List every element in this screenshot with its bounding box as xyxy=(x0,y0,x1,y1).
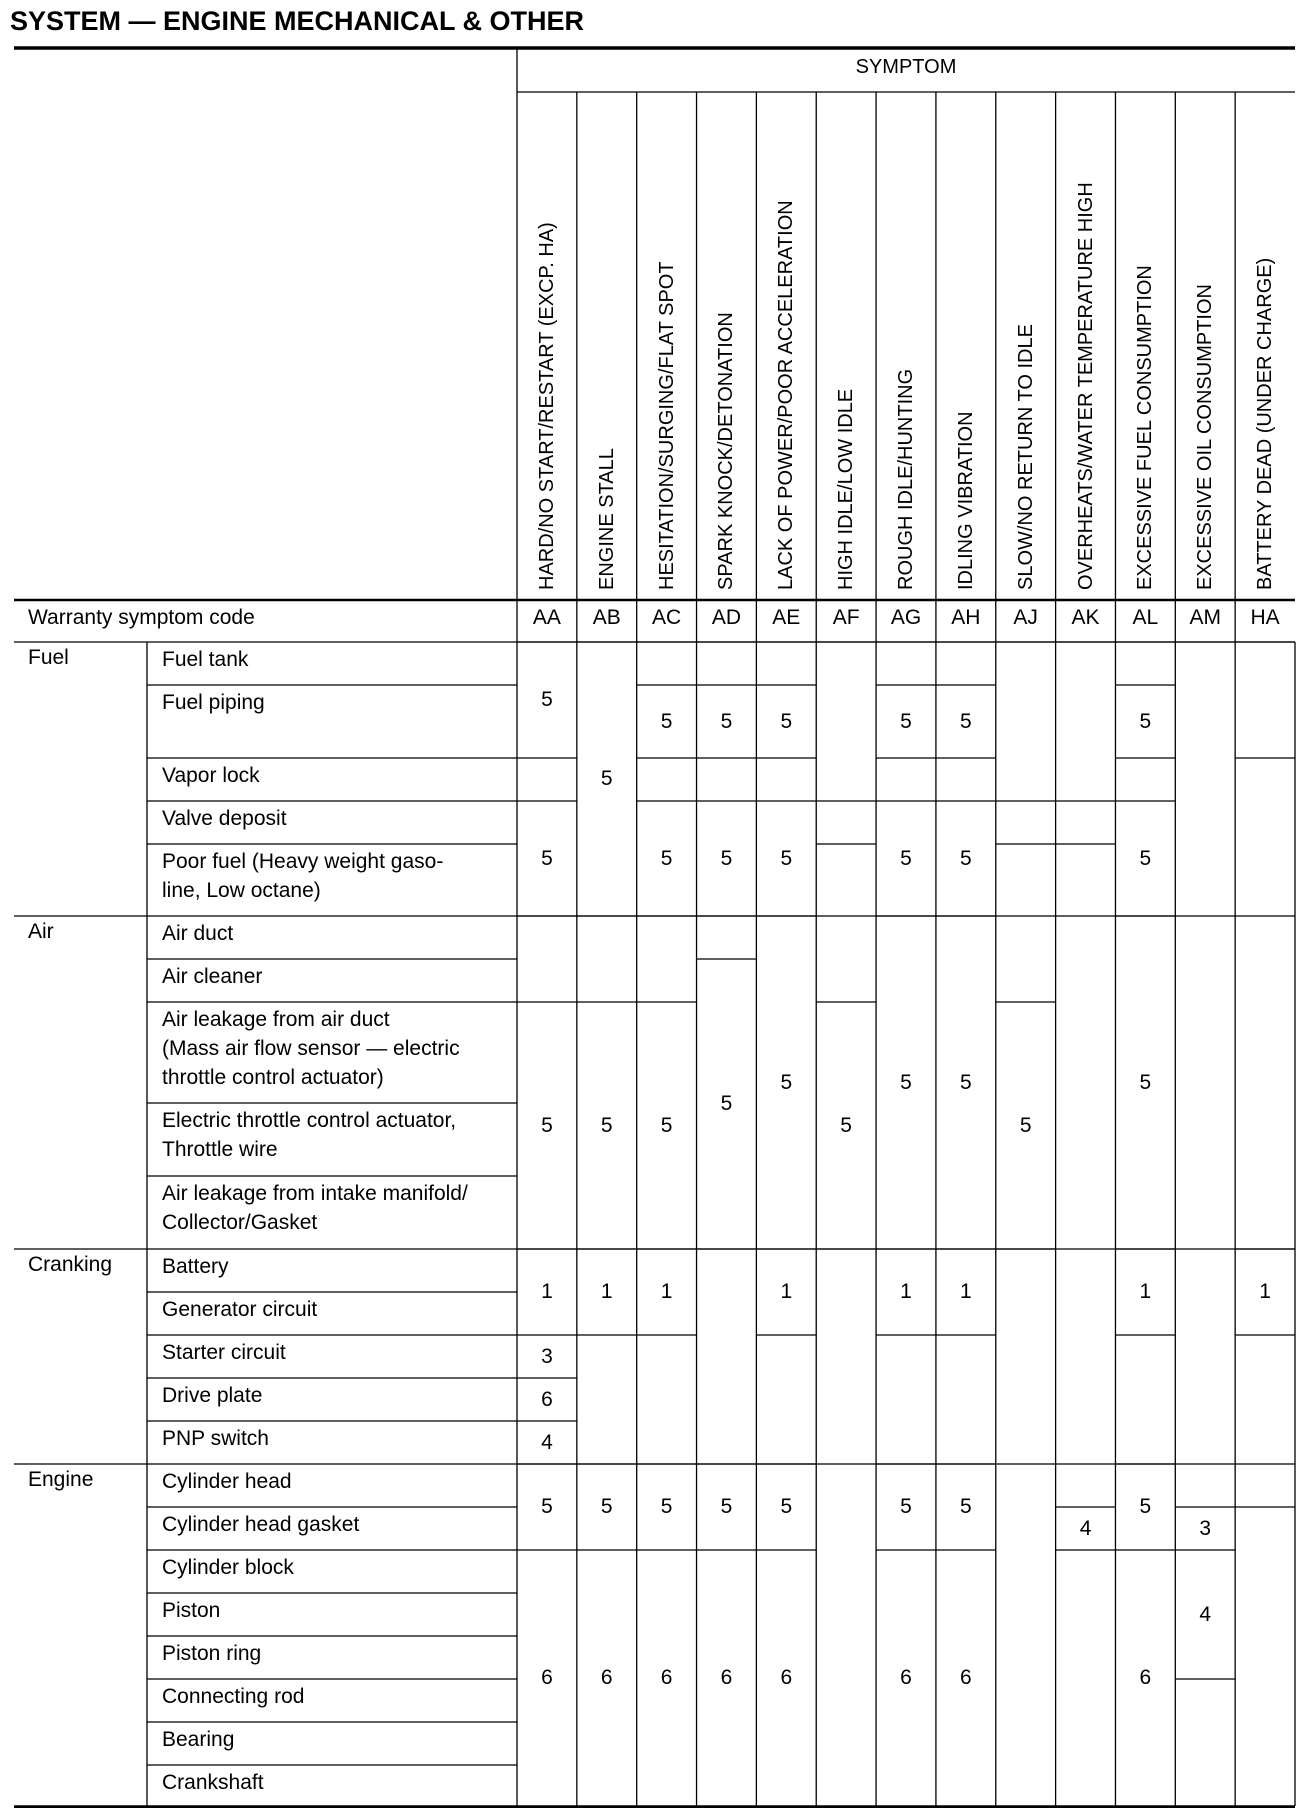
warranty-symptom-code-label: Warranty symptom code xyxy=(28,606,255,629)
cell-value: 5 xyxy=(541,1113,553,1137)
cell-value: 5 xyxy=(960,1070,972,1094)
symptom-code-ha: HA xyxy=(1250,606,1280,629)
symptom-header-aj: SLOW/NO RETURN TO IDLE xyxy=(1014,324,1037,590)
category-engine: Engine xyxy=(28,1468,94,1491)
cell-value: 5 xyxy=(660,1495,673,1518)
symptom-header-ae: LACK OF POWER/POOR ACCELERATION xyxy=(775,200,798,590)
cell-value: 4 xyxy=(541,1430,553,1454)
cell-value: 5 xyxy=(1139,1070,1152,1094)
cell-value: 1 xyxy=(780,1280,793,1303)
symptom-header-ha: BATTERY DEAD (UNDER CHARGE) xyxy=(1254,257,1277,590)
cell-value: 5 xyxy=(900,1070,912,1094)
cell-value: 5 xyxy=(780,709,793,733)
cell-value: 5 xyxy=(780,1070,793,1094)
cell-value: 5 xyxy=(780,846,793,870)
cell-value: 6 xyxy=(900,1666,912,1689)
cell-value: 5 xyxy=(1019,1113,1032,1137)
cell-value: 6 xyxy=(1139,1666,1152,1689)
cell-value: 5 xyxy=(960,846,972,870)
cell-value: 1 xyxy=(1259,1280,1271,1303)
cell-value: 6 xyxy=(960,1666,972,1689)
cell-value: 5 xyxy=(541,688,553,711)
cell-value: 5 xyxy=(1139,709,1152,733)
symptom-code-ak: AK xyxy=(1071,606,1100,629)
item-row: Air leakage from air duct (Mass air flow sensor — electric throttle control actuator) xyxy=(162,1008,460,1089)
cell-value: 4 xyxy=(1079,1516,1092,1540)
item-row: Air cleaner xyxy=(162,965,263,988)
symptom-code-ac: AC xyxy=(652,606,682,629)
item-row: Drive plate xyxy=(162,1384,263,1407)
symptom-code-ag: AG xyxy=(890,606,922,629)
cell-value: 6 xyxy=(600,1666,613,1689)
symptom-header-ag: ROUGH IDLE/HUNTING xyxy=(895,368,917,590)
cell-value: 6 xyxy=(780,1666,793,1689)
item-row: Cylinder block xyxy=(162,1556,294,1579)
cell-value: 5 xyxy=(660,709,673,733)
item-row: PNP switch xyxy=(162,1427,269,1450)
cell-value: 5 xyxy=(1139,846,1152,870)
symptom-label: SYMPTOM xyxy=(855,56,957,78)
item-row: Battery xyxy=(162,1255,229,1278)
cell-value: 5 xyxy=(900,709,912,733)
symptom-header-al: EXCESSIVE FUEL CONSUMPTION xyxy=(1134,265,1157,590)
item-row: Valve deposit xyxy=(162,807,287,830)
category-air: Air xyxy=(28,920,54,943)
symptom-header-af: HIGH IDLE/LOW IDLE xyxy=(835,388,858,590)
cell-value: 6 xyxy=(720,1666,733,1689)
item-row: Crankshaft xyxy=(162,1771,264,1794)
item-row: Fuel tank xyxy=(162,648,249,671)
cell-value: 5 xyxy=(660,846,673,870)
cell-value: 5 xyxy=(541,1495,553,1518)
item-row: Electric throttle control actuator, Throttle wire xyxy=(162,1109,457,1161)
item-row: Generator circuit xyxy=(162,1298,318,1321)
cell-value: 1 xyxy=(600,1280,613,1303)
category-cranking: Cranking xyxy=(28,1253,113,1276)
cell-value: 1 xyxy=(960,1280,972,1303)
cell-value: 5 xyxy=(720,846,733,870)
cell-value: 1 xyxy=(1139,1280,1152,1303)
symptom-code-ah: AH xyxy=(951,606,981,629)
symptom-header-ak: OVERHEATS/WATER TEMPERATURE HIGH xyxy=(1074,182,1097,590)
item-row: Starter circuit xyxy=(162,1341,286,1364)
item-row: Vapor lock xyxy=(162,764,260,787)
symptom-header-aa: HARD/NO START/RESTART (EXCP. HA) xyxy=(535,222,558,590)
cell-value: 1 xyxy=(660,1280,673,1303)
cell-value: 1 xyxy=(541,1280,553,1303)
item-row: Fuel piping xyxy=(162,691,265,714)
item-row: Poor fuel (Heavy weight gaso- line, Low octane) xyxy=(162,850,444,902)
cell-value: 6 xyxy=(541,1666,553,1689)
symptom-header-am: EXCESSIVE OIL CONSUMPTION xyxy=(1194,284,1217,590)
cell-value: 3 xyxy=(1199,1516,1212,1540)
cell-value: 6 xyxy=(541,1387,553,1411)
item-row: Connecting rod xyxy=(162,1685,305,1708)
symptom-code-ab: AB xyxy=(592,606,621,629)
item-row: Cylinder head xyxy=(162,1470,292,1493)
symptom-code-ae: AE xyxy=(772,606,801,629)
symptom-code-ad: AD xyxy=(711,606,742,629)
item-row: Cylinder head gasket xyxy=(162,1513,360,1536)
cell-value: 5 xyxy=(600,1113,613,1137)
cell-value: 4 xyxy=(1199,1602,1212,1626)
cell-value: 5 xyxy=(600,767,613,790)
cell-value: 5 xyxy=(780,1495,793,1518)
cell-value: 3 xyxy=(541,1344,553,1368)
item-row: Bearing xyxy=(162,1728,235,1751)
cell-value: 5 xyxy=(960,709,972,733)
cell-value: 6 xyxy=(660,1666,673,1689)
cell-value: 5 xyxy=(1139,1495,1152,1518)
item-row: Piston ring xyxy=(162,1642,262,1665)
cell-value: 5 xyxy=(720,1495,733,1518)
cell-value: 5 xyxy=(660,1113,673,1137)
item-row: Air leakage from intake manifold/ Collector/Gasket xyxy=(162,1182,468,1234)
cell-value: 5 xyxy=(960,1495,972,1518)
symptom-header-ac: HESITATION/SURGING/FLAT SPOT xyxy=(655,261,678,590)
cell-value: 5 xyxy=(600,1495,613,1518)
item-row: Air duct xyxy=(162,922,234,945)
symptom-header-ah: IDLING VIBRATION xyxy=(954,411,977,590)
symptom-code-aa: AA xyxy=(532,606,561,629)
cell-value: 5 xyxy=(541,846,553,870)
cell-value: 5 xyxy=(900,1495,912,1518)
symptom-code-aj: AJ xyxy=(1013,606,1038,629)
cell-value: 5 xyxy=(720,709,733,733)
cell-value: 5 xyxy=(720,1092,733,1115)
cell-value: 5 xyxy=(840,1113,852,1137)
symptom-code-al: AL xyxy=(1132,606,1159,629)
symptom-header-ad: SPARK KNOCK/DETONATION xyxy=(715,312,738,590)
cell-value: 5 xyxy=(900,846,912,870)
page-title: SYSTEM — ENGINE MECHANICAL & OTHER xyxy=(10,6,585,36)
symptom-header-ab: ENGINE STALL xyxy=(595,448,618,590)
item-row: Piston xyxy=(162,1599,221,1622)
symptom-code-af: AF xyxy=(832,606,860,629)
category-fuel: Fuel xyxy=(28,646,69,669)
symptom-code-am: AM xyxy=(1189,606,1221,629)
cell-value: 1 xyxy=(900,1280,912,1303)
